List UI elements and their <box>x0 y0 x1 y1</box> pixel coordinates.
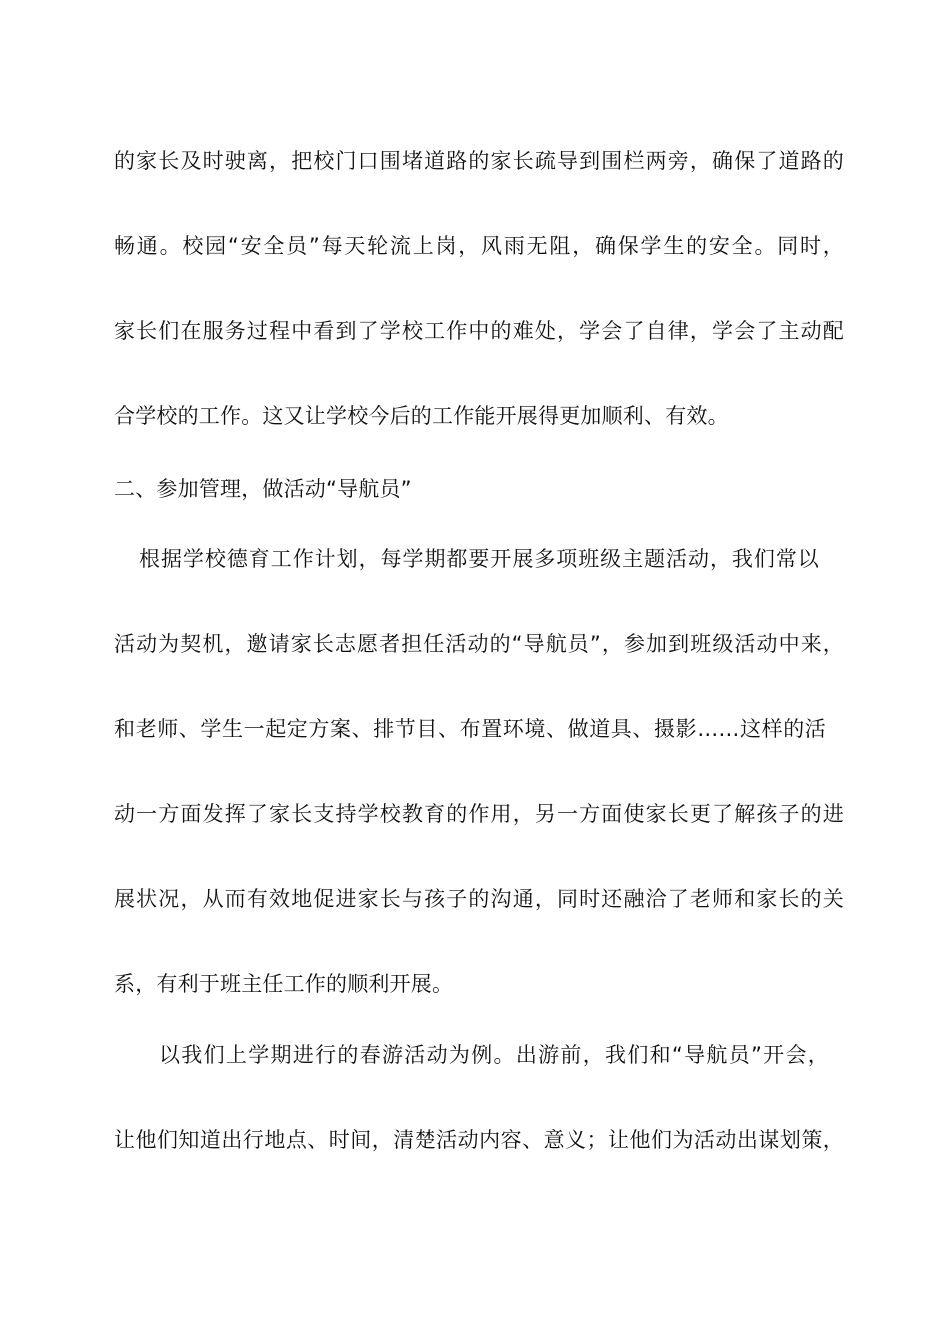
paragraph-line: 家长们在服务过程中看到了学校工作中的难处，学会了自律，学会了主动配 <box>114 319 844 343</box>
paragraph-line: 让他们知道出行地点、时间，清楚活动内容、意义；让他们为活动出谋划策， <box>114 1128 844 1152</box>
paragraph-line: 活动为契机，邀请家长志愿者担任活动的“导航员”，参加到班级活动中来， <box>114 632 844 656</box>
paragraph-line: 根据学校德育工作计划，每学期都要开展多项班级主题活动，我们常以 <box>139 547 819 571</box>
paragraph-line: 动一方面发挥了家长支持学校教育的作用，另一方面使家长更了解孩子的进 <box>114 802 844 826</box>
paragraph-line: 以我们上学期进行的春游活动为例。出游前，我们和“导航员”开会， <box>159 1043 829 1067</box>
paragraph-line: 的家长及时驶离，把校门口围堵道路的家长疏导到围栏两旁，确保了道路的 <box>114 149 844 173</box>
section-heading: 二、参加管理，做活动“导航员” <box>114 477 412 501</box>
paragraph-line: 畅通。校园“安全员”每天轮流上岗，风雨无阻，确保学生的安全。同时， <box>114 234 844 258</box>
paragraph-line: 和老师、学生一起定方案、排节目、布置环境、做道具、摄影……这样的活 <box>114 717 826 741</box>
paragraph-line: 系，有利于班主任工作的顺利开展。 <box>114 972 454 996</box>
paragraph-line: 合学校的工作。这又让学校今后的工作能开展得更加顺利、有效。 <box>114 404 729 428</box>
paragraph-line: 展状况，从而有效地促进家长与孩子的沟通，同时还融洽了老师和家长的关 <box>114 887 844 911</box>
